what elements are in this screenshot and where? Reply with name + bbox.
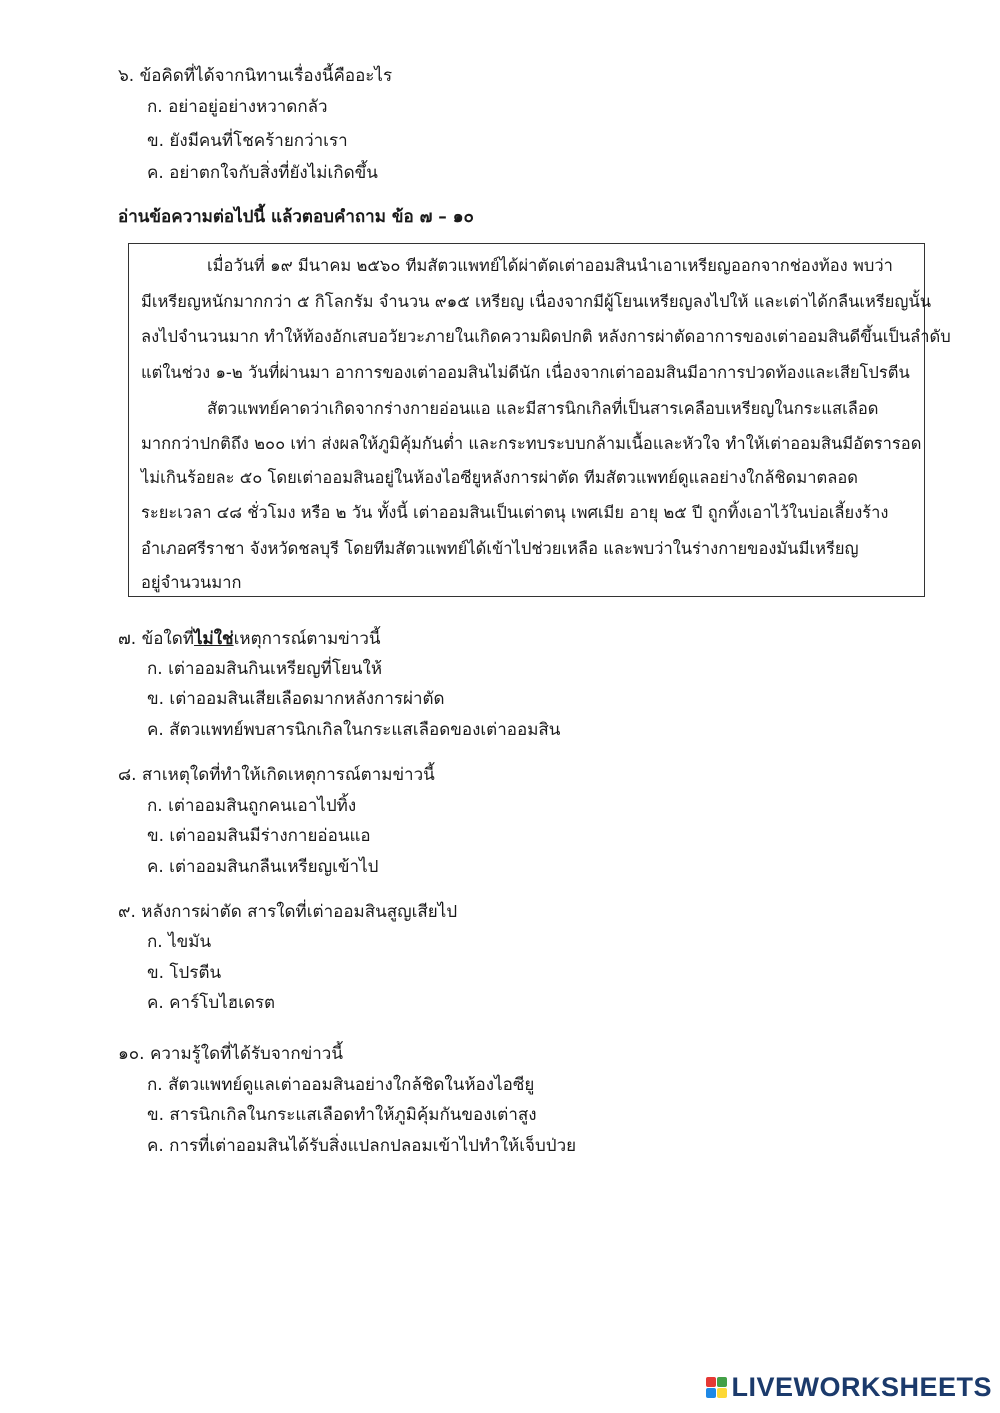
q8-choice-a[interactable]: ก. เต่าออมสินถูกคนเอาไปทิ้ง [147, 796, 357, 816]
q7-choice-b[interactable]: ข. เต่าออมสินเสียเลือดมากหลังการผ่าตัด [147, 689, 445, 709]
q6-choice-c[interactable]: ค. อย่าตกใจกับสิ่งที่ยังไม่เกิดขึ้น [147, 163, 378, 183]
q9-choice-c[interactable]: ค. คาร์โบไฮเดรต [147, 993, 276, 1013]
q10-choice-c[interactable]: ค. การที่เต่าออมสินได้รับสิ่งแปลกปลอมเข้าไปทำให้เจ็บป่วย [147, 1136, 577, 1156]
q6-question: ๖. ข้อคิดที่ได้จากนิทานเรื่องนี้คืออะไร [118, 66, 393, 86]
passage-line: ลงไปจำนวนมาก ทำให้ท้องอักเสบอวัยวะภายในเกิดความผิดปกติ หลังการผ่าตัดอาการของเต่าออมสินดีขึ้นเป็นลำดับ [141, 327, 951, 346]
liveworksheets-logo-icon [706, 1377, 727, 1398]
q10-choice-b[interactable]: ข. สารนิกเกิลในกระแสเลือดทำให้ภูมิคุ้มกันของเต่าสูง [147, 1105, 537, 1125]
passage-line: เมื่อวันที่ ๑๙ มีนาคม ๒๕๖๐ ทีมสัตวแพทย์ได้ผ่าตัดเต่าออมสินนำเอาเหรียญออกจากช่องท้อง พบว่า [207, 256, 893, 275]
q7-choice-a[interactable]: ก. เต่าออมสินกินเหรียญที่โยนให้ [147, 659, 383, 679]
q6-choice-a[interactable]: ก. อย่าอยู่อย่างหวาดกลัว [147, 97, 328, 117]
q7-question [118, 627, 381, 651]
q7-suffix: เหตุการณ์ตามข่าวนี้ [233, 629, 381, 649]
passage-line: ไม่เกินร้อยละ ๕๐ โดยเต่าออมสินอยู่ในห้องไอซียูหลังการผ่าตัด ทีมสัตวแพทย์ดูแลอย่างใกล้ชิดมาตลอด [141, 468, 858, 487]
q9-question: ๙. หลังการผ่าตัด สารใดที่เต่าออมสินสูญเสียไป [118, 902, 458, 922]
q10-question: ๑๐. ความรู้ใดที่ได้รับจากข่าวนี้ [118, 1044, 343, 1064]
liveworksheets-logo[interactable] [706, 1372, 992, 1403]
passage-line: อยู่จำนวนมาก [141, 573, 242, 592]
q8-choice-b[interactable]: ข. เต่าออมสินมีร่างกายอ่อนแอ [147, 826, 371, 846]
q7-prefix: ๗. ข้อใดที่ [118, 629, 194, 649]
passage-line: แต่ในช่วง ๑-๒ วันที่ผ่านมา อาการของเต่าออมสินไม่ดีนัก เนื่องจากเต่าออมสินมีอาการปวดท้องและเสียโปรตีน [141, 363, 910, 382]
q7-choice-c[interactable]: ค. สัตวแพทย์พบสารนิกเกิลในกระแสเลือดของเต่าออมสิน [147, 720, 561, 740]
passage-line: สัตวแพทย์คาดว่าเกิดจากร่างกายอ่อนแอ และมีสารนิกเกิลที่เป็นสารเคลือบเหรียญในกระแสเลือด [207, 399, 879, 418]
q9-choice-b[interactable]: ข. โปรตีน [147, 963, 222, 983]
q9-choice-a[interactable]: ก. ไขมัน [147, 932, 212, 952]
q7-emphasis: ไม่ใช่ [193, 629, 234, 649]
passage-line: มีเหรียญหนักมากกว่า ๕ กิโลกรัม จำนวน ๙๑๕ เหรียญ เนื่องจากมีผู้โยนเหรียญลงไปให้ และเต่าได้กลืนเหรียญนั้น [141, 292, 932, 311]
q8-choice-c[interactable]: ค. เต่าออมสินกลืนเหรียญเข้าไป [147, 857, 379, 877]
reading-instruction: อ่านข้อความต่อไปนี้ แล้วตอบคำถาม ข้อ ๗ – ๑๐ [118, 207, 474, 227]
q6-choice-b[interactable]: ข. ยังมีคนที่โชคร้ายกว่าเรา [147, 131, 348, 151]
liveworksheets-logo-text: LIVEWORKSHEETS [731, 1372, 992, 1402]
passage-line: มากกว่าปกติถึง ๒๐๐ เท่า ส่งผลให้ภูมิคุ้มกันต่ำ และกระทบระบบกล้ามเนื้อและหัวใจ ทำให้เต่าออมสินมีอัตรารอด [141, 434, 922, 453]
q10-choice-a[interactable]: ก. สัตวแพทย์ดูแลเต่าออมสินอย่างใกล้ชิดในห้องไอซียู [147, 1075, 535, 1095]
passage-line: อำเภอศรีราชา จังหวัดชลบุรี โดยทีมสัตวแพทย์ได้เข้าไปช่วยเหลือ และพบว่าในร่างกายของมันมีเหรียญ [141, 539, 859, 558]
passage-line: ระยะเวลา ๔๘ ชั่วโมง หรือ ๒ วัน ทั้งนี้ เต่าออมสินเป็นเต่าตนุ เพศเมีย อายุ ๒๕ ปี ถูกทิ้งเอาไว้ในบ่อเลี้ยงร้าง [141, 503, 889, 522]
q8-question: ๘. สาเหตุใดที่ทำให้เกิดเหตุการณ์ตามข่าวนี้ [118, 765, 435, 785]
